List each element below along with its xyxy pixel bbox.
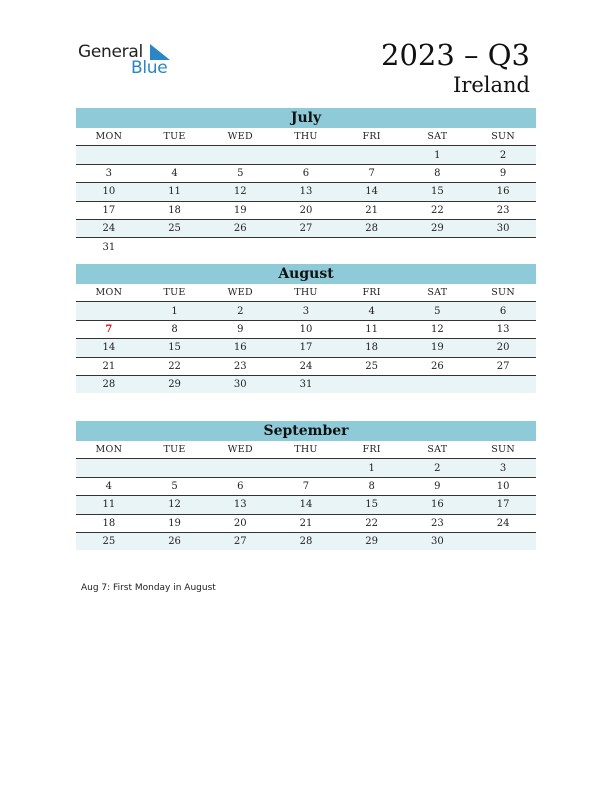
weekday-label: WED	[227, 444, 253, 456]
day-cell: 11	[365, 323, 379, 335]
day-cell: 20	[496, 342, 510, 354]
day-cell: 4	[171, 167, 178, 179]
day-cell: 8	[171, 323, 178, 335]
day-cell: 26	[431, 360, 444, 372]
day-cell: 1	[434, 149, 441, 161]
holiday-note: Aug 7: First Monday in August	[81, 583, 216, 593]
day-cell: 17	[299, 342, 313, 354]
weekday-header-row	[76, 128, 536, 146]
day-cell: 21	[365, 204, 379, 216]
day-cell: 12	[431, 323, 444, 335]
holiday-day-cell: 7	[105, 323, 113, 335]
day-cell: 18	[102, 517, 116, 529]
day-cell: 28	[299, 536, 313, 548]
weekday-label: THU	[294, 287, 318, 299]
day-cell: 8	[434, 167, 441, 179]
weekday-label: MON	[95, 287, 123, 299]
day-cell: 17	[496, 499, 510, 511]
weekday-label: TUE	[163, 444, 186, 456]
day-cell: 12	[233, 186, 247, 198]
day-cell: 19	[233, 204, 247, 216]
week-row	[76, 459, 536, 477]
day-cell: 10	[299, 323, 313, 335]
day-cell: 16	[431, 499, 444, 511]
day-cell: 8	[368, 480, 375, 492]
day-cell: 7	[368, 167, 375, 179]
day-cell: 24	[496, 517, 510, 529]
day-cell: 21	[102, 360, 116, 372]
day-cell: 28	[102, 379, 116, 391]
day-cell: 9	[237, 323, 244, 335]
day-cell: 6	[499, 305, 507, 317]
logo-text-general: General	[78, 42, 143, 62]
weekday-label: THU	[294, 131, 318, 143]
weekday-label: THU	[294, 444, 318, 456]
day-cell: 29	[431, 223, 444, 235]
day-cell: 10	[496, 480, 510, 492]
day-cell: 12	[168, 499, 181, 511]
day-cell: 31	[102, 241, 116, 253]
day-cell: 3	[302, 305, 310, 317]
day-cell: 22	[431, 204, 444, 216]
weekday-label: FRI	[362, 131, 381, 143]
weekday-label: FRI	[362, 444, 381, 456]
day-cell: 26	[233, 223, 247, 235]
day-cell: 13	[299, 186, 313, 198]
week-row	[76, 533, 536, 550]
day-cell: 27	[496, 360, 510, 372]
day-cell: 16	[233, 342, 247, 354]
day-cell: 4	[105, 480, 113, 492]
day-cell: 20	[233, 517, 247, 529]
day-cell: 24	[102, 223, 116, 235]
day-cell: 5	[237, 167, 244, 179]
day-cell: 19	[431, 342, 444, 354]
day-cell: 27	[299, 223, 313, 235]
day-cell: 2	[434, 462, 441, 474]
day-cell: 26	[168, 536, 181, 548]
month-calendar-august	[76, 264, 536, 393]
month-calendar-september	[76, 421, 536, 550]
day-cell: 2	[237, 305, 244, 317]
country-name: Ireland	[453, 73, 530, 97]
week-row	[76, 376, 536, 393]
day-cell: 1	[368, 462, 375, 474]
week-row	[76, 165, 536, 183]
day-cell: 15	[365, 499, 379, 511]
day-cell: 30	[233, 379, 247, 391]
day-cell: 29	[168, 379, 181, 391]
day-cell: 10	[102, 186, 116, 198]
brand-logo	[78, 40, 178, 80]
day-cell: 14	[365, 186, 379, 198]
day-cell: 3	[499, 462, 507, 474]
weekday-label: MON	[95, 131, 123, 143]
weekday-label: TUE	[163, 287, 186, 299]
week-row	[76, 515, 536, 533]
page-title: 2023 – Q3	[381, 38, 530, 72]
day-cell: 31	[299, 379, 313, 391]
weekday-label: MON	[95, 444, 123, 456]
day-cell: 17	[102, 204, 116, 216]
day-cell: 4	[368, 305, 375, 317]
weekday-header-row	[76, 441, 536, 459]
day-cell: 18	[168, 204, 181, 216]
weekday-label: SUN	[491, 287, 515, 299]
day-cell: 13	[496, 323, 510, 335]
day-cell: 24	[299, 360, 313, 372]
day-cell: 30	[431, 536, 444, 548]
weekday-label: WED	[227, 131, 253, 143]
week-row	[76, 321, 536, 339]
weekday-label: WED	[227, 287, 253, 299]
week-row	[76, 358, 536, 376]
day-cell: 13	[233, 499, 247, 511]
day-cell: 21	[299, 517, 313, 529]
day-cell: 27	[233, 536, 247, 548]
day-cell: 23	[431, 517, 444, 529]
day-cell: 20	[299, 204, 313, 216]
day-cell: 23	[233, 360, 247, 372]
week-row	[76, 238, 536, 255]
day-cell: 7	[302, 480, 310, 492]
day-cell: 1	[171, 305, 178, 317]
weekday-label: TUE	[163, 131, 186, 143]
week-row	[76, 339, 536, 357]
week-row	[76, 478, 536, 496]
day-cell: 22	[168, 360, 181, 372]
day-cell: 3	[105, 167, 113, 179]
week-row	[76, 496, 536, 514]
month-title: September	[76, 421, 536, 441]
day-cell: 11	[168, 186, 181, 198]
weekday-label: SAT	[427, 444, 448, 456]
weekday-label: SUN	[491, 131, 515, 143]
day-cell: 19	[168, 517, 181, 529]
day-cell: 6	[237, 480, 244, 492]
day-cell: 9	[434, 480, 441, 492]
day-cell: 25	[168, 223, 181, 235]
weekday-label: SAT	[427, 131, 448, 143]
day-cell: 5	[434, 305, 441, 317]
day-cell: 5	[171, 480, 178, 492]
day-cell: 29	[365, 536, 379, 548]
month-calendar-july	[76, 108, 536, 256]
day-cell: 28	[365, 223, 379, 235]
day-cell: 14	[102, 342, 116, 354]
month-title: August	[76, 264, 536, 284]
day-cell: 30	[496, 223, 510, 235]
day-cell: 18	[365, 342, 379, 354]
day-cell: 11	[102, 499, 116, 511]
day-cell: 25	[365, 360, 379, 372]
week-row	[76, 220, 536, 238]
day-cell: 6	[302, 167, 310, 179]
weekday-label: SAT	[427, 287, 448, 299]
day-cell: 22	[365, 517, 379, 529]
day-cell: 15	[168, 342, 181, 354]
day-cell: 15	[431, 186, 444, 198]
weekday-label: FRI	[362, 287, 381, 299]
week-row	[76, 183, 536, 201]
day-cell: 14	[299, 499, 313, 511]
week-row	[76, 202, 536, 220]
logo-text-blue: Blue	[131, 58, 168, 78]
day-cell: 16	[496, 186, 510, 198]
weekday-header-row	[76, 284, 536, 302]
day-cell: 23	[496, 204, 510, 216]
month-title: July	[76, 108, 536, 128]
day-cell: 2	[499, 149, 507, 161]
week-row	[76, 302, 536, 320]
weekday-label: SUN	[491, 444, 515, 456]
day-cell: 25	[102, 536, 116, 548]
week-row	[76, 146, 536, 164]
day-cell: 9	[499, 167, 507, 179]
